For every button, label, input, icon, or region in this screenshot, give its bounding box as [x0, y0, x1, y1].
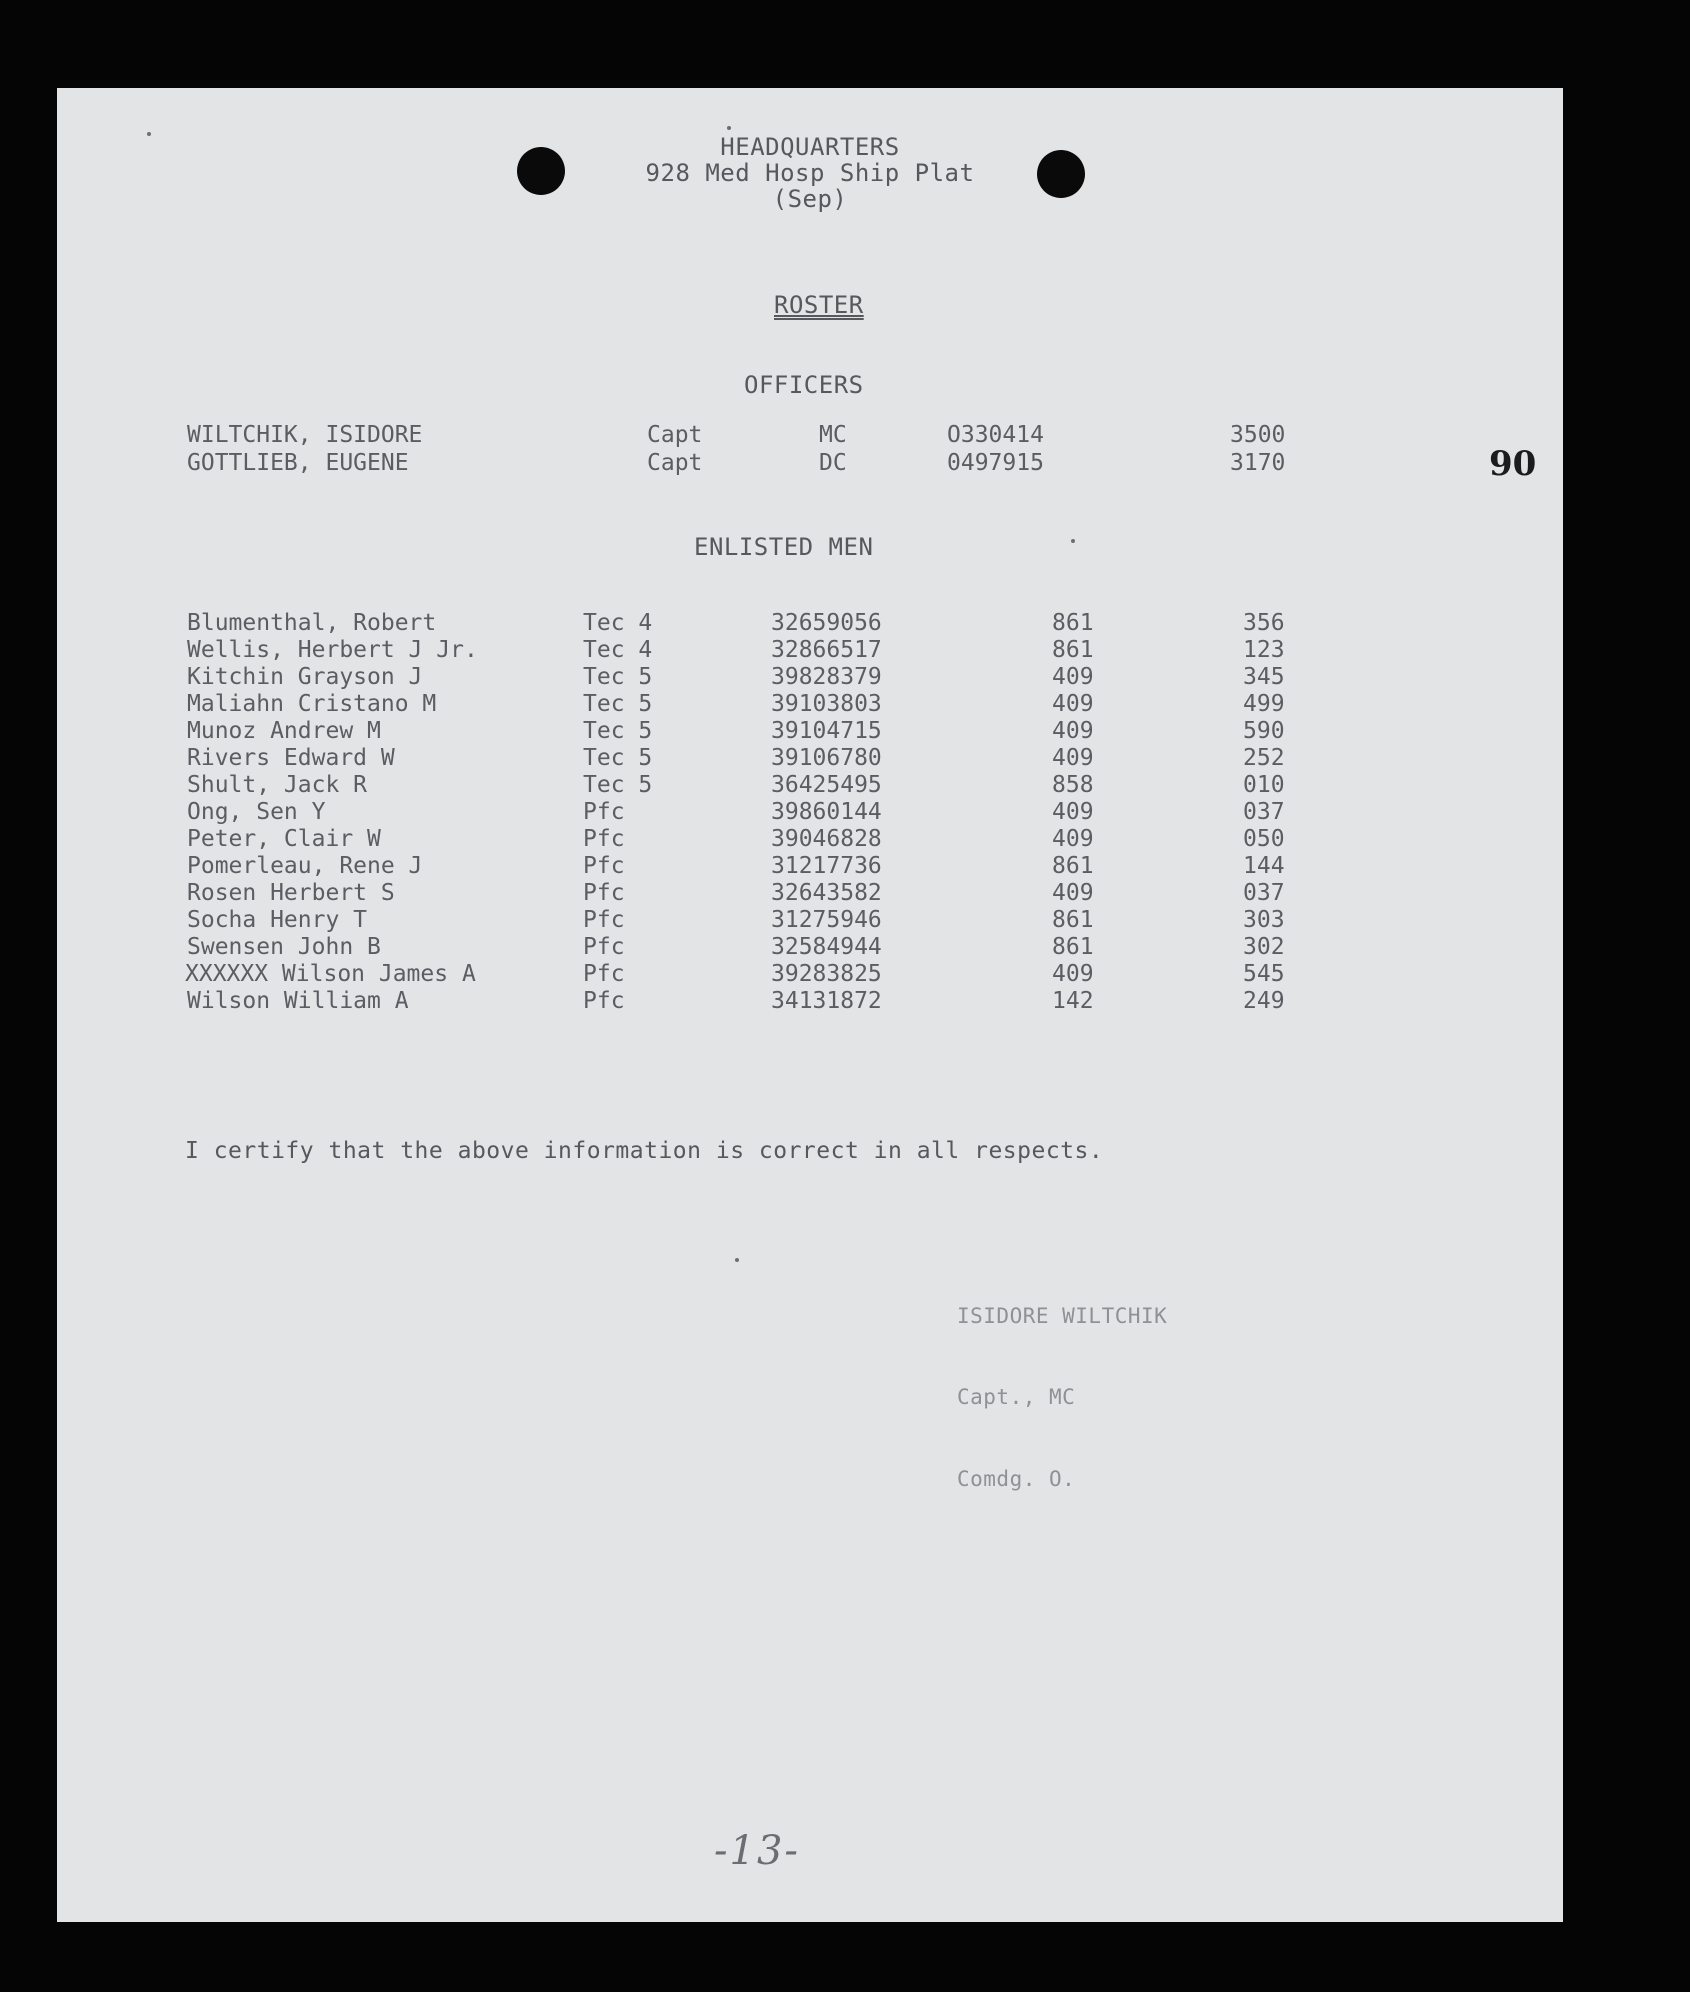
enlisted-mos: 409	[1052, 880, 1094, 906]
enlisted-mos: 861	[1052, 637, 1094, 663]
enlisted-name: Pomerleau, Rene J	[187, 853, 423, 879]
enlisted-name: Wellis, Herbert J Jr.	[187, 637, 478, 663]
enlisted-grade: Tec 5	[583, 664, 653, 690]
enlisted-mos: 142	[1052, 988, 1094, 1014]
enlisted-asn: 39860144	[771, 799, 882, 825]
officer-row	[57, 450, 1563, 477]
enlisted-row	[57, 880, 1563, 907]
enlisted-row	[57, 988, 1563, 1015]
officer-serial: 0497915	[947, 450, 1044, 476]
enlisted-asn: 32643582	[771, 880, 882, 906]
enlisted-row	[57, 799, 1563, 826]
enlisted-mos: 409	[1052, 799, 1094, 825]
enlisted-grade: Pfc	[583, 934, 625, 960]
officer-branch: DC	[819, 450, 847, 476]
enlisted-grade: Tec 5	[583, 718, 653, 744]
header-line-2: 928 Med Hosp Ship Plat	[645, 159, 975, 187]
enlisted-row	[57, 826, 1563, 853]
enlisted-row	[57, 637, 1563, 664]
enlisted-asn: 39046828	[771, 826, 882, 852]
officer-mos: 3500	[1230, 422, 1286, 448]
enlisted-mos: 409	[1052, 745, 1094, 771]
header-line-1: HEADQUARTERS	[720, 133, 900, 161]
enlisted-grade: Tec 5	[583, 772, 653, 798]
enlisted-grade: Tec 5	[583, 691, 653, 717]
enlisted-code: 010	[1243, 772, 1285, 798]
enlisted-asn: 36425495	[771, 772, 882, 798]
paper-speck	[735, 1258, 739, 1262]
enlisted-asn: 32659056	[771, 610, 882, 636]
enlisted-row	[57, 664, 1563, 691]
enlisted-code: 302	[1243, 934, 1285, 960]
enlisted-asn: 32866517	[771, 637, 882, 663]
paper-speck	[147, 132, 151, 136]
enlisted-name: Ong, Sen Y	[187, 799, 326, 825]
enlisted-name: Swensen John B	[187, 934, 381, 960]
enlisted-grade: Pfc	[583, 961, 625, 987]
enlisted-name: Maliahn Cristano M	[187, 691, 437, 717]
enlisted-code: 345	[1243, 664, 1285, 690]
enlisted-row	[57, 907, 1563, 934]
header-line-3: (Sep)	[772, 185, 848, 213]
enlisted-mos: 861	[1052, 610, 1094, 636]
enlisted-mos: 861	[1052, 934, 1094, 960]
enlisted-code: 037	[1243, 799, 1285, 825]
enlisted-code: 499	[1243, 691, 1285, 717]
officer-serial: O330414	[947, 422, 1044, 448]
enlisted-heading: ENLISTED MEN	[694, 533, 874, 561]
enlisted-code: 050	[1243, 826, 1285, 852]
enlisted-name: Munoz Andrew M	[187, 718, 381, 744]
enlisted-asn: 39828379	[771, 664, 882, 690]
enlisted-code: 123	[1243, 637, 1285, 663]
enlisted-row	[57, 691, 1563, 718]
officer-mos: 3170	[1230, 450, 1286, 476]
officer-name: GOTTLIEB, EUGENE	[187, 450, 409, 476]
paper-speck	[727, 126, 731, 130]
enlisted-mos: 409	[1052, 664, 1094, 690]
paper-speck	[1071, 539, 1075, 543]
enlisted-asn: 31275946	[771, 907, 882, 933]
enlisted-asn: 34131872	[771, 988, 882, 1014]
enlisted-row	[57, 772, 1563, 799]
officer-name: WILTCHIK, ISIDORE	[187, 422, 423, 448]
enlisted-name: Rivers Edward W	[187, 745, 395, 771]
page-number: -13-	[714, 1828, 800, 1874]
enlisted-mos: 409	[1052, 961, 1094, 987]
enlisted-name: XXXXXX Wilson James A	[185, 961, 476, 987]
enlisted-asn: 39283825	[771, 961, 882, 987]
enlisted-row	[57, 745, 1563, 772]
signature-name: ISIDORE WILTCHIK	[957, 1303, 1168, 1328]
enlisted-code: 356	[1243, 610, 1285, 636]
enlisted-asn: 39104715	[771, 718, 882, 744]
enlisted-asn: 39103803	[771, 691, 882, 717]
enlisted-code: 037	[1243, 880, 1285, 906]
enlisted-asn: 32584944	[771, 934, 882, 960]
enlisted-mos: 861	[1052, 853, 1094, 879]
enlisted-name: Wilson William A	[187, 988, 409, 1014]
enlisted-name: Blumenthal, Robert	[187, 610, 437, 636]
enlisted-grade: Pfc	[583, 988, 625, 1014]
officer-grade: Capt	[647, 422, 703, 448]
enlisted-mos: 409	[1052, 718, 1094, 744]
enlisted-name: Kitchin Grayson J	[187, 664, 423, 690]
enlisted-mos: 861	[1052, 907, 1094, 933]
signature-rank: Capt., MC	[957, 1385, 1076, 1410]
enlisted-grade: Tec 4	[583, 637, 653, 663]
enlisted-grade: Pfc	[583, 880, 625, 906]
enlisted-mos: 409	[1052, 691, 1094, 717]
enlisted-row	[57, 853, 1563, 880]
enlisted-mos: 858	[1052, 772, 1094, 798]
enlisted-grade: Tec 4	[583, 610, 653, 636]
document-page	[57, 88, 1563, 1922]
enlisted-row	[57, 961, 1563, 988]
enlisted-name: Rosen Herbert S	[187, 880, 395, 906]
enlisted-row	[57, 610, 1563, 637]
officer-row	[57, 422, 1563, 449]
enlisted-name: Shult, Jack R	[187, 772, 368, 798]
officers-heading: OFFICERS	[744, 371, 864, 399]
enlisted-grade: Tec 5	[583, 745, 653, 771]
enlisted-code: 252	[1243, 745, 1285, 771]
certification-statement: I certify that the above information is correct in all respects.	[185, 1138, 1104, 1164]
enlisted-grade: Pfc	[583, 853, 625, 879]
enlisted-grade: Pfc	[583, 907, 625, 933]
enlisted-code: 249	[1243, 988, 1285, 1014]
enlisted-code: 590	[1243, 718, 1285, 744]
enlisted-code: 545	[1243, 961, 1285, 987]
enlisted-code: 144	[1243, 853, 1285, 879]
officer-branch: MC	[819, 422, 847, 448]
roster-title: ROSTER	[774, 291, 864, 319]
enlisted-asn: 31217736	[771, 853, 882, 879]
enlisted-grade: Pfc	[583, 826, 625, 852]
enlisted-row	[57, 934, 1563, 961]
enlisted-grade: Pfc	[583, 799, 625, 825]
enlisted-mos: 409	[1052, 826, 1094, 852]
enlisted-code: 303	[1243, 907, 1285, 933]
sheet-number: 90	[1489, 444, 1537, 484]
enlisted-name: Peter, Clair W	[187, 826, 381, 852]
enlisted-name: Socha Henry T	[187, 907, 368, 933]
officer-grade: Capt	[647, 450, 703, 476]
signature-block	[957, 1248, 1167, 1548]
signature-title: Comdg. O.	[957, 1467, 1076, 1492]
enlisted-asn: 39106780	[771, 745, 882, 771]
enlisted-row	[57, 718, 1563, 745]
